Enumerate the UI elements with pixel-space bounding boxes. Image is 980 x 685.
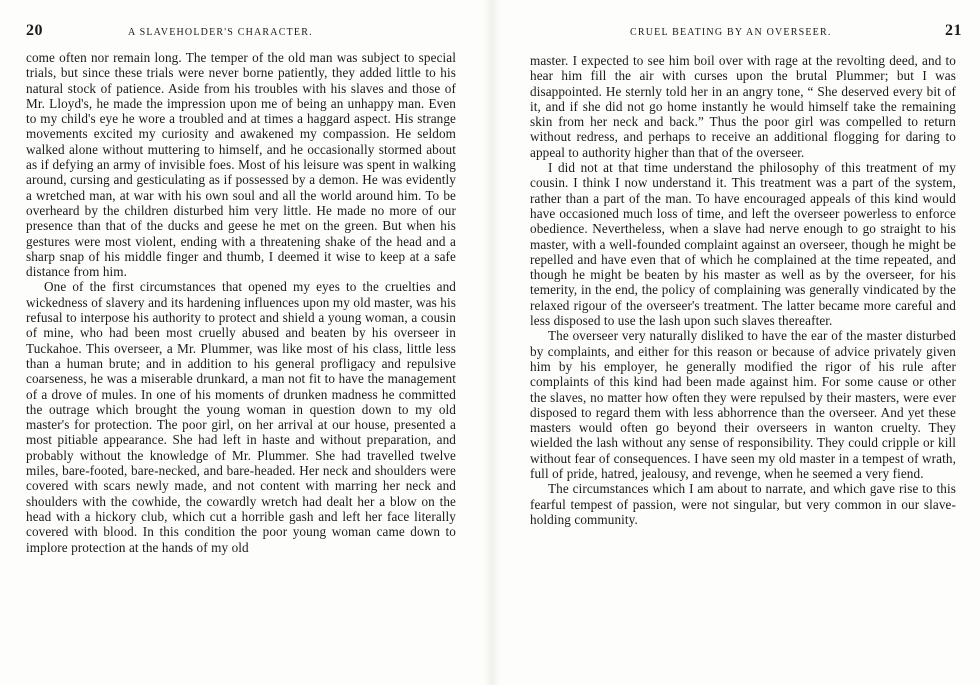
right-paragraph-3: The overseer very naturally disliked to have the ear of the master disturbed by complaints, and either for this reason or because of advice privately given him by his employer, he generally modified the rigor of his rule after complaints of this kind had been made against him. For some cause or other the slaves, no matter how often they were repulsed by their masters, were ever disposed to regard them with less abhorrence than the overseer. And yet these masters would often go beyond their overseers in wanton cruelty. They wielded the lash without any sense of responsibility. They could cripple or kill without fear of consequences. I have seen my old master in a tempest of wrath, full of pride, hatred, jealousy, and revenge, when he seemed a very fiend. — [530, 328, 956, 482]
left-page — [0, 0, 484, 685]
right-page-body — [530, 53, 956, 527]
left-running-head: A SLAVEHOLDER'S CHARACTER. — [128, 27, 313, 38]
right-paragraph-4: The circumstances which I am about to narrate, and which gave rise to this fearful tempest of passion, were not singular, but very common in our slave-holding community. — [530, 481, 956, 527]
right-page — [500, 0, 980, 685]
left-page-body — [26, 50, 456, 555]
right-page-header — [532, 22, 962, 44]
left-page-number: 20 — [26, 22, 43, 39]
left-paragraph-2: One of the first circumstances that opened my eyes to the cruelties and wickedness of slavery and its hardening influences upon my old master, was his refusal to interpose his authority to protect and shield a young woman, a cousin of mine, who had been most cruelly abused and beaten by his overseer in Tuckahoe. This overseer, a Mr. Plummer, was like most of his class, little less than a human brute; and in addition to his general profligacy and repulsive coarseness, he was a miserable drunkard, a man not fit to have the management of a drove of mules. In one of his moments of drunken madness he committed the outrage which brought the young woman in question down to my old master's for protection. The poor girl, on her arrival at our house, presented a most pitiable appearance. She had left in haste and without preparation, and probably without the knowledge of Mr. Plummer. She had travelled twelve miles, bare-footed, bare-necked, and bare-headed. Her neck and shoulders were covered with scars newly made, and not content with marring her neck and shoulders with the cowhide, the cowardly wretch had dealt her a blow on the head with a hickory club, which cut a horrible gash and left her face literally covered with blood. In this condition the poor young woman came down to implore protection at the hands of my old — [26, 279, 456, 555]
book-gutter — [484, 0, 500, 685]
left-paragraph-1: come often nor remain long. The temper of the old man was subject to special trials, but since these trials were never borne patiently, they added little to his natural stock of patience. Aside from his troubles with his slaves and those of Mr. Lloyd's, he made the impression upon me of being an unhappy man. Even to my child's eye he wore a troubled and at times a haggard aspect. His strange movements excited my curiosity and awakened my compassion. He seldom walked alone without muttering to himself, and he occasionally stormed about as if defying an army of invisible foes. Most of his leisure was spent in walking around, cursing and gesticulating as if possessed by a demon. He was evidently a wretched man, at war with his own soul and all the world around him. To be overheard by the children disturbed him very little. He made no more of our presence than that of the ducks and geese he met on the green. But when his gestures were most violent, ending with a threatening shake of the head and a sharp snap of his middle finger and thumb, I deemed it wise to keep at a safe distance from him. — [26, 50, 456, 280]
left-page-header — [26, 22, 462, 44]
right-running-head: CRUEL BEATING BY AN OVERSEER. — [630, 27, 832, 38]
right-paragraph-1: master. I expected to see him boil over with rage at the revolting deed, and to hear him fill the air with curses upon the brutal Plummer; but I was disappointed. He sternly told her in an angry tone, “ She deserved every bit of it, and if she did not go home instantly he would himself take the remaining skin from her neck and back.” Thus the poor girl was compelled to return without redress, and perhaps to receive an additional flogging for daring to appeal to authority higher than that of the overseer. — [530, 53, 956, 160]
right-page-number: 21 — [945, 22, 962, 39]
right-paragraph-2: I did not at that time understand the philosophy of this treatment of my cousin. I think I now understand it. This treatment was a part of the system, rather than a part of the man. To have encouraged appeals of this kind would have occasioned much loss of time, and left the overseer powerless to enforce obedience. Nevertheless, when a slave had nerve enough to go straight to his master, with a well-founded complaint against an overseer, though he might be repelled and have even that of which he complained at the time repeated, and though he might be beaten by his master as well as by the overseer, for his temerity, in the end, the policy of complaining was generally vindicated by the relaxed rigour of the overseer's treatment. The latter became more careful and less disposed to use the lash upon such slaves thereafter. — [530, 160, 956, 329]
